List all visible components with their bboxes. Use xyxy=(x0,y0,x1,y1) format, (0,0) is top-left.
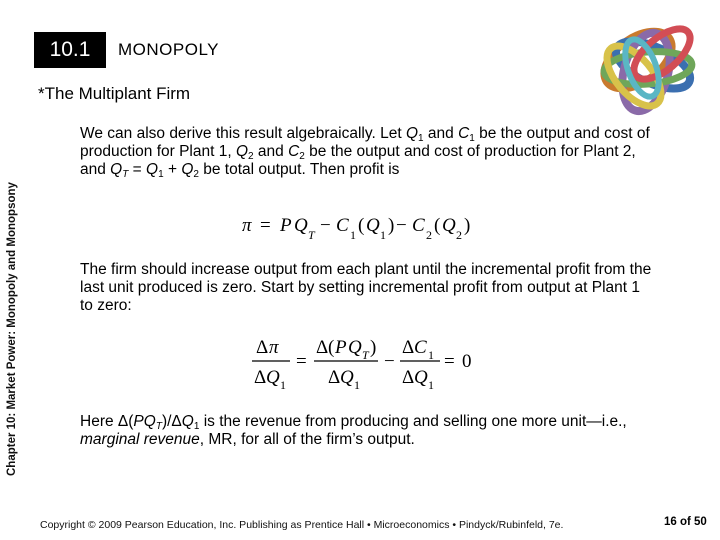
profit-equation xyxy=(240,207,482,245)
page-number: 16 of 50 xyxy=(664,516,707,528)
svg-text:(: ( xyxy=(328,337,335,358)
svg-text:1: 1 xyxy=(380,228,386,242)
svg-text:): ) xyxy=(464,215,471,236)
svg-text:π: π xyxy=(269,337,279,358)
svg-text:C: C xyxy=(414,337,427,358)
paragraph-3: Here $\Delta(PQ_T)/\Delta Q_1$ is the revenue from producing and selling one more unit—i.e., marginal revenue, MR, for all of the firm’s output. xyxy=(80,413,627,448)
svg-text:−: − xyxy=(396,215,407,236)
svg-text:Δ: Δ xyxy=(328,367,341,388)
svg-text:Q: Q xyxy=(414,367,428,388)
svg-text:P: P xyxy=(280,215,292,236)
svg-text:1: 1 xyxy=(428,378,434,391)
svg-text:Q: Q xyxy=(348,337,362,358)
svg-text:Q: Q xyxy=(340,367,354,388)
svg-text:2: 2 xyxy=(426,228,432,242)
incremental-profit-equation xyxy=(250,331,480,391)
paragraph-1: We can also derive this result algebraically. Let $Q_1$ and $C_1$ be the output and cost of production for Plant 1, $Q_2$ and $C_2$ be the output and cost of production for Plant 2, and $Q_T = Q_1 + Q_2$ be total output. Then profit is xyxy=(80,125,650,180)
svg-text:(: ( xyxy=(358,215,365,236)
svg-text:Δ: Δ xyxy=(402,367,415,388)
svg-text:1: 1 xyxy=(350,228,356,242)
svg-text:): ) xyxy=(370,337,377,358)
section-number-badge xyxy=(34,32,106,68)
svg-text:=: = xyxy=(296,351,307,372)
svg-text:−: − xyxy=(384,351,395,372)
svg-text:Q: Q xyxy=(442,215,456,236)
svg-text:Q: Q xyxy=(366,215,380,236)
svg-text:C: C xyxy=(336,215,349,236)
interlocked-rings-logo xyxy=(578,10,718,125)
paragraph-2: The firm should increase output from each plant until the incremental profit from the last unit produced is zero. Start by setting incremental profit from output at Plant 1 to zero: xyxy=(80,261,652,314)
svg-text:Δ: Δ xyxy=(402,337,415,358)
svg-text:(: ( xyxy=(434,215,441,236)
svg-text:T: T xyxy=(362,348,369,362)
svg-text:Q: Q xyxy=(294,215,308,236)
svg-text:Δ: Δ xyxy=(316,337,329,358)
section-title: MONOPOLY xyxy=(118,40,219,59)
slide-subtitle: *The Multiplant Firm xyxy=(38,84,191,103)
chapter-sidebar: Chapter 10: Market Power: Monopoly and Monopsony xyxy=(6,182,18,476)
svg-text:1: 1 xyxy=(428,348,434,362)
copyright-footer: Copyright © 2009 Pearson Education, Inc. Publishing as Prentice Hall • Microeconomics • Pindyck/Rubinfeld, 7e. xyxy=(40,519,564,531)
svg-text:C: C xyxy=(412,215,425,236)
svg-text:Δ: Δ xyxy=(254,367,267,388)
svg-text:=: = xyxy=(444,351,455,372)
svg-text:π: π xyxy=(242,215,252,236)
svg-text:2: 2 xyxy=(456,228,462,242)
svg-text:1: 1 xyxy=(280,378,286,391)
svg-text:Δ: Δ xyxy=(256,337,269,358)
svg-text:1: 1 xyxy=(354,378,360,391)
svg-text:−: − xyxy=(320,215,331,236)
svg-text:0: 0 xyxy=(462,351,472,372)
svg-text:T: T xyxy=(308,228,315,242)
svg-text:Q: Q xyxy=(266,367,280,388)
svg-text:P: P xyxy=(335,337,347,358)
svg-text:=: = xyxy=(260,215,271,236)
section-number: 10.1 xyxy=(49,38,91,61)
svg-text:): ) xyxy=(388,215,395,236)
